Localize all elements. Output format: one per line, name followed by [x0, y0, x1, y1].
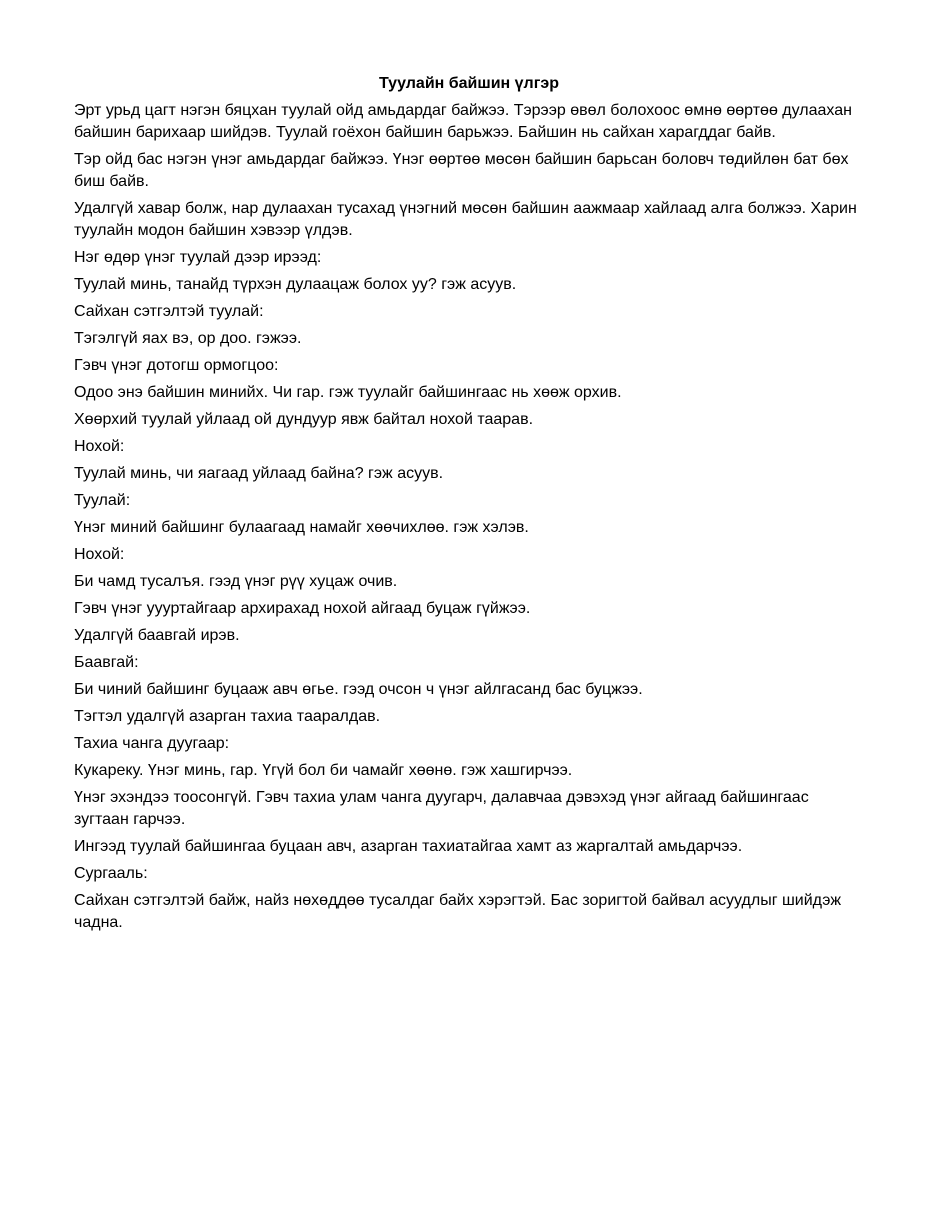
paragraph: Баавгай:: [74, 654, 139, 671]
paragraph: Сайхан сэтгэлтэй туулай:: [74, 303, 264, 320]
paragraph: Удалгүй хавар болж, нар дулаахан тусахад үнэгний мөсөн байшин аажмаар хайлаад алга болжээ. Харин туулайн модон байшин хэвээр үлдэв.: [74, 200, 857, 239]
paragraph: Нэг өдөр үнэг туулай дээр ирээд:: [74, 249, 322, 266]
paragraph: Үнэг миний байшинг булаагаад намайг хөөчихлөө. гэж хэлэв.: [74, 519, 529, 536]
paragraph: Тэр ойд бас нэгэн үнэг амьдардаг байжээ. Үнэг өөртөө мөсөн байшин барьсан боловч төдийлөн бат бөх биш байв.: [74, 151, 849, 190]
paragraph: Удалгүй баавгай ирэв.: [74, 627, 240, 644]
document-title: Туулайн байшин үлгэр: [379, 75, 559, 92]
paragraph: Тэгтэл удалгүй азарган тахиа таарал​дав.: [74, 708, 381, 725]
paragraph: Кукареку. Үнэг минь, гар. Үгүй бол би чамайг хөөнө. гэж хашгирчээ.: [74, 762, 573, 779]
paragraph: Сургааль:: [74, 865, 148, 882]
paragraph: Туулай минь, танайд түрхэн дулаацаж болох уу? гэж асуув.: [74, 276, 517, 293]
paragraph: Хөөрхий туулай уйлаад ой дундуур явж байтал нохой таарав.: [74, 411, 534, 428]
paragraph: Нохой:: [74, 546, 125, 563]
paragraph: Эрт урьд цагт нэгэн бяцхан туулай ойд амьдардаг байжээ. Тэрээр өвөл болохоос өмнө өөртөө дулаахан байшин барихаар шийдэв. Туулай гоёхон байшин барьжээ. Байшин нь сайхан харагддаг байв.: [74, 102, 852, 141]
document-page: [74, 73, 864, 939]
paragraph: Тэгэлгүй яах вэ, ор доо. гэжээ.: [74, 330, 302, 347]
paragraph: Би чиний байшинг буцааж авч өгье. гээд очсон ч үнэг айлгасанд бас буцжээ.: [74, 681, 643, 698]
paragraph: Тахиа чанга дуугаар:: [74, 735, 230, 752]
paragraph: Нохой:: [74, 438, 125, 455]
paragraph: Би чамд тусалъя. гээд үнэг рүү хуцаж очив.: [74, 573, 398, 590]
paragraph: Гэвч үнэг уууртайгаар архирахад нохой айгаад буцаж гүйжээ.: [74, 600, 531, 617]
document-body: [74, 100, 864, 934]
paragraph: Үнэг эхэндээ тоосонгүй. Гэвч тахиа улам чанга дуугарч, далавчаа дэвэхэд үнэг айгаад байшингаас зугтаан гарчээ.: [74, 789, 809, 828]
paragraph: Гэвч үнэг дотогш ормогцоо:: [74, 357, 279, 374]
paragraph: Туулай минь, чи яагаад уйлаад байна? гэж асуув.: [74, 465, 444, 482]
paragraph: Одоо энэ байшин минийх. Чи гар. гэж туулайг байшингаас нь хөөж орхив.: [74, 384, 622, 401]
paragraph: Туулай:: [74, 492, 131, 509]
paragraph: Сайхан сэтгэлтэй байж, найз нөхөддөө тусалдаг байх хэрэгтэй. Бас зоригтой байвал асуудлыг шийдэж чадна.: [74, 892, 842, 931]
paragraph: Ингээд туулай байшингаа буцаан авч, азарган тахиатайгаа хамт аз жаргалтай амьдарчээ.: [74, 838, 743, 855]
